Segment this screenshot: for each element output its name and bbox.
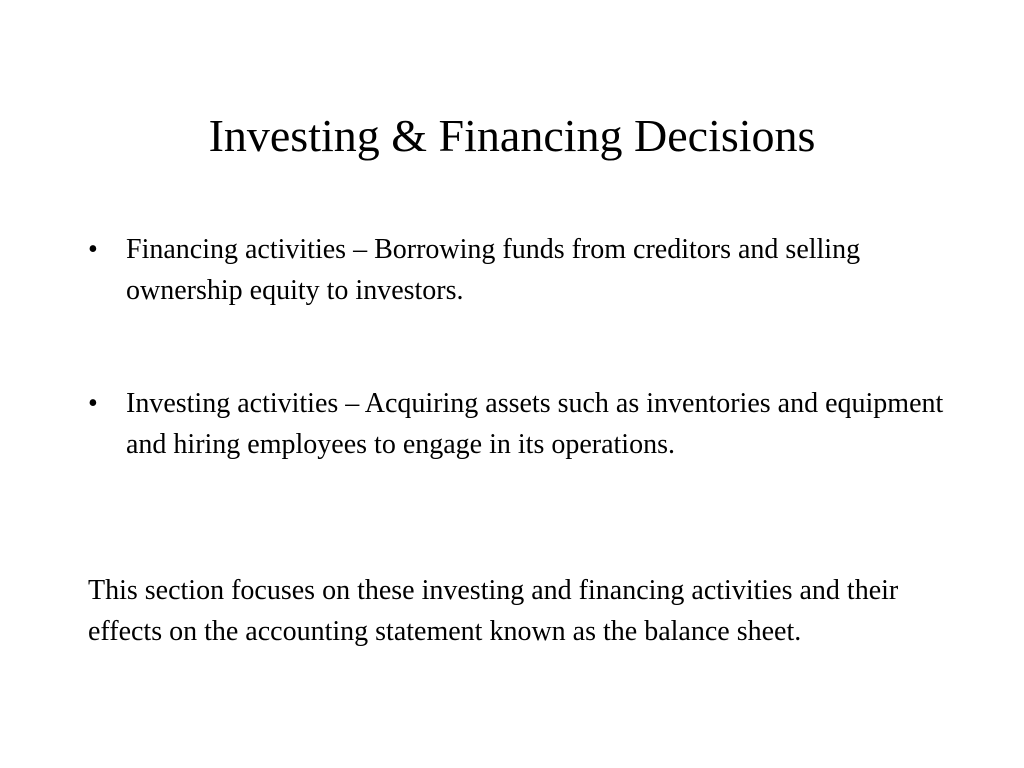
bullet-list: [88, 229, 948, 465]
bullet-item-financing: [88, 229, 948, 311]
summary-paragraph: This section focuses on these investing and financing activities and their effects on the accounting statement known as the balance sheet.: [88, 575, 899, 647]
bullet-text: Investing activities – Acquiring assets such as inventories and equipment and hiring employees to engage in its operations.: [126, 388, 944, 460]
bullet-text: Financing activities – Borrowing funds from creditors and selling ownership equity to investors.: [126, 234, 861, 306]
bullet-icon: •: [88, 388, 98, 419]
slide-title: Investing & Financing Decisions: [208, 110, 816, 161]
bullet-item-investing: [88, 383, 948, 465]
bullet-icon: •: [88, 234, 98, 265]
